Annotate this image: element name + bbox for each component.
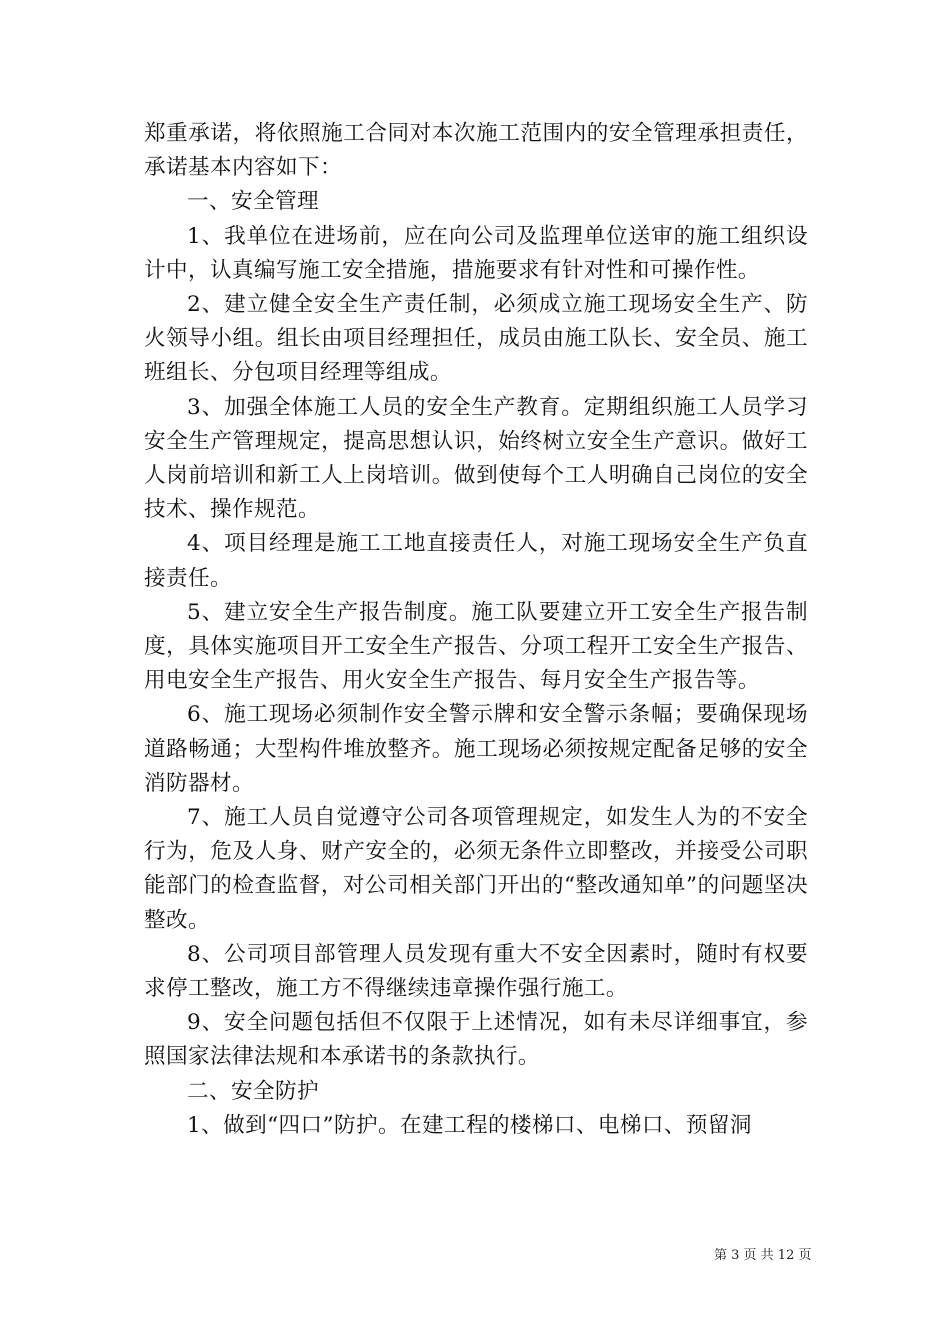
clause-paragraph: 1、我单位在进场前，应在向公司及监理单位送审的施工组织设计中，认真编写施工安全措施，措施要求有针对性和可操作性。 xyxy=(144,223,808,283)
clause-paragraph: 2、建立健全安全生产责任制，必须成立施工现场安全生产、防火领导小组。组长由项目经理担任，成员由施工队长、安全员、施工班组长、分包项目经理等组成。 xyxy=(144,292,808,386)
clause-paragraph: 6、施工现场必须制作安全警示牌和安全警示条幅；要确保现场道路畅通；大型构件堆放整齐。施工现场必须按规定配备足够的安全消防器材。 xyxy=(144,702,808,796)
intro-paragraph: 郑重承诺，将依照施工合同对本次施工范围内的安全管理承担责任，承诺基本内容如下： xyxy=(144,121,808,181)
clause-paragraph: 3、加强全体施工人员的安全生产教育。定期组织施工人员学习安全生产管理规定，提高思想认识，始终树立安全生产意识。做好工人岗前培训和新工人上岗培训。做到使每个工人明确自己岗位的安全技术、操作规范。 xyxy=(144,394,808,523)
section-heading: 二、安全防护 xyxy=(187,1078,319,1104)
clause-paragraph: 5、建立安全生产报告制度。施工队要建立开工安全生产报告制度，具体实施项目开工安全生产报告、分项工程开工安全生产报告、用电安全生产报告、用火安全生产报告、每月安全生产报告等。 xyxy=(144,599,808,694)
document-body xyxy=(144,117,808,1143)
clause-paragraph: 4、项目经理是施工工地直接责任人，对施工现场安全生产负直接责任。 xyxy=(144,531,808,591)
clause-paragraph: 8、公司项目部管理人员发现有重大不安全因素时，随时有权要求停工整改，施工方不得继续违章操作强行施工。 xyxy=(144,941,808,1002)
clause-paragraph: 9、安全问题包括但不仅限于上述情况，如有未尽详细事宜，参照国家法律法规和本承诺书的条款执行。 xyxy=(144,1010,808,1070)
page-number-footer: 第 3 页 共 12 页 xyxy=(714,1248,812,1263)
clause-paragraph: 7、施工人员自觉遵守公司各项管理规定，如发生人为的不安全行为，危及人身、财产安全的，必须无条件立即整改，并接受公司职能部门的检查监督，对公司相关部门开出的“整改通知单”的问题坚决整改。 xyxy=(144,805,808,933)
section-heading: 一、安全管理 xyxy=(187,189,319,215)
clause-paragraph: 1、做到“四口”防护。在建工程的楼梯口、电梯口、预留洞 xyxy=(187,1112,752,1138)
